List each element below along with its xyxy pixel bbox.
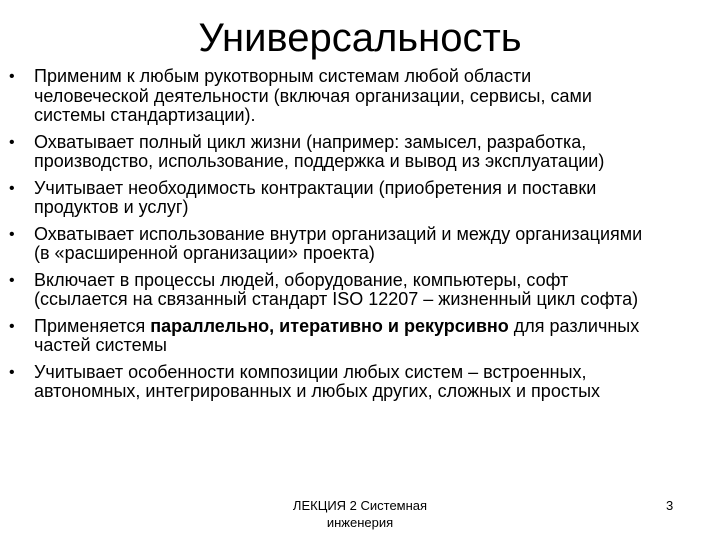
page-number: 3 (666, 498, 674, 513)
bullet-text-line: продуктов и услуг) (34, 197, 189, 217)
bullet-list (9, 67, 717, 409)
footer-lecture-line: ЛЕКЦИЯ 2 Системная (292, 498, 428, 513)
bullet-text-line: производство, использование, поддержка и вывод из эксплуатации) (34, 151, 605, 171)
bullet-text-line: Учитывает особенности композиции любых систем – встроенных, (34, 361, 587, 382)
bullet-item (9, 179, 717, 218)
footer-lecture-line: инженерия (326, 515, 394, 530)
bullet-text-line: Применим к любым рукотворным системам любой области (34, 66, 532, 86)
bullet-text-line: Учитывает необходимость контрактации (приобретения и поставки (34, 177, 597, 198)
bullet-text-line: системы стандартизации). (34, 105, 256, 125)
bullet-item (9, 133, 717, 172)
slide-title: Универсальность (198, 16, 522, 60)
bullet-dot-icon: • (9, 133, 15, 151)
bullet-text-line: Охватывает полный цикл жизни (например: замысел, разработка, (34, 131, 587, 152)
bullet-dot-icon: • (9, 179, 15, 197)
bullet-text-line: (ссылается на связанный стандарт ISO 12207 – жизненный цикл софта) (34, 289, 639, 309)
bullet-item (9, 271, 717, 310)
bullet-dot-icon: • (9, 363, 15, 381)
bullet-text-line: Включает в процессы людей, оборудование, компьютеры, софт (34, 269, 569, 290)
bullet-text-line (34, 317, 717, 337)
bullet-text-line: человеческой деятельности (включая организации, сервисы, сами (34, 85, 592, 106)
bullet-dot-icon: • (9, 225, 15, 243)
bullet-text-line: частей системы (34, 335, 167, 355)
bullet-item (9, 67, 717, 126)
bullet-item (9, 225, 717, 264)
footer-lecture-title (262, 497, 458, 531)
bullet-text-line: (в «расширенной организации» проекта) (34, 243, 375, 263)
bullet-text-line: автономных, интегрированных и любых других, сложных и простых (34, 381, 601, 401)
bullet-text-suffix: для различных (508, 315, 640, 336)
bullet-dot-icon: • (9, 271, 15, 289)
bullet-item (9, 363, 717, 402)
bullet-dot-icon: • (9, 68, 15, 85)
bullet-text-prefix: Применяется (34, 315, 151, 336)
bullet-text-bold: параллельно, итеративно и рекурсивно (150, 315, 509, 336)
bullet-text-line: Охватывает использование внутри организаций и между организациями (34, 223, 643, 244)
bullet-item (9, 317, 717, 356)
bullet-dot-icon: • (9, 317, 15, 335)
